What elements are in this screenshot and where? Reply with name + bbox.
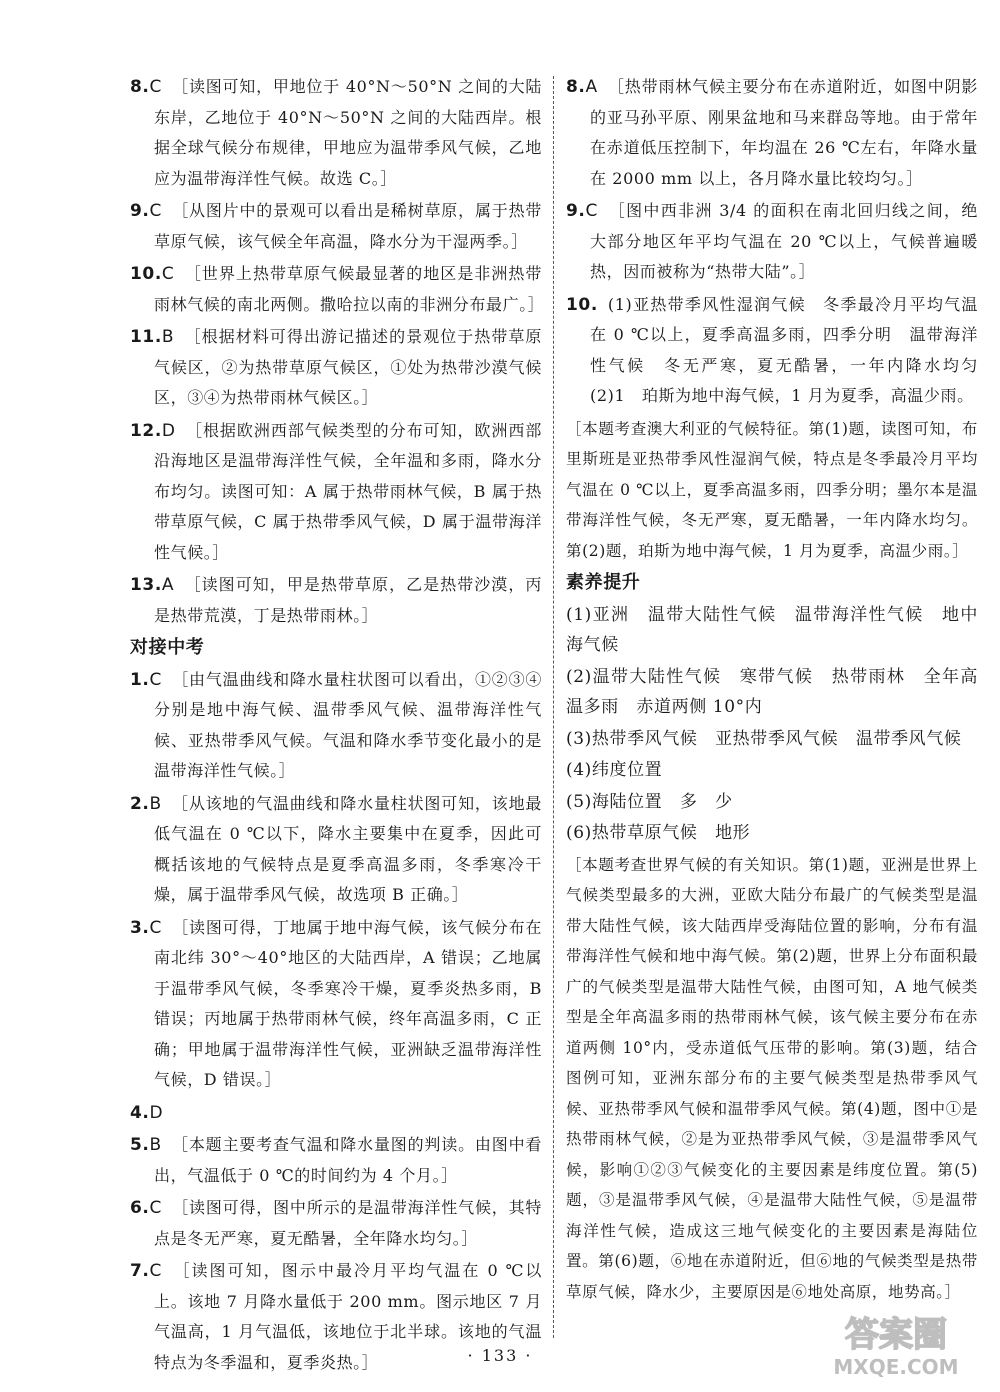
answer-choice: B	[149, 1135, 162, 1155]
question-number: 9.	[566, 201, 586, 221]
answer-choice: B	[149, 793, 162, 814]
answer-choice: A	[585, 77, 598, 97]
answer-explanation: ［热带雨林气候主要分布在赤道附近，如图中阴影的亚马孙平原、刚果盆地和马来群岛等地。由于常年在赤道低压控制下，年均温在 26 ℃左右，年降水量在 2000 mm 以上，各月降水量比较均匀。］	[590, 77, 978, 188]
answer-explanation: ［由气温曲线和降水量柱状图可以看出，①②③④分别是地中海气候、温带季风气候、温带海洋性气候、亚热带季风气候。气温和降水季节变化最小的是温带海洋性气候。］	[154, 669, 542, 780]
answer-explanation: ［读图可知，甲地位于 40°N～50°N 之间的大陆东岸，乙地位于 40°N～50°N 之间的大陆西岸。根据全球气候分布规律，甲地应为温带季风气候，乙地应为温带海洋性气候。故选 C。］	[154, 77, 542, 188]
answer-item	[130, 1130, 542, 1191]
right-column	[566, 72, 995, 1307]
answer-explanation: ［读图可得，丁地属于地中海气候，该气候分布在南北纬 30°～40°地区的大陆西岸，A 错误；乙地属于温带季风气候，冬季寒冷干燥，夏季炎热多雨，B 错误；丙地属于热带雨林气候，终年高温多雨，C 正确；甲地属于温带海洋性气候，亚洲缺乏温带海洋性气候，D 错误。］	[154, 917, 542, 1089]
page-number: · 133 ·	[467, 1346, 533, 1365]
question-number: 7.	[130, 1261, 150, 1281]
question-number: 1.	[130, 669, 150, 690]
suyang-answer-line: (1)亚洲 温带大陆性气候 温带海洋性气候 地中海气候	[566, 604, 978, 655]
section-title-suyang: 素养提升	[566, 572, 641, 593]
answer-item	[130, 322, 542, 414]
question-number: 8.	[566, 77, 586, 97]
watermark-text-en: MXQE.COM	[833, 1355, 959, 1379]
answer-item	[130, 665, 542, 787]
answer-item	[130, 416, 542, 569]
watermark-logo	[806, 1302, 986, 1380]
suyang-answer-line: (3)热带季风气候 亚热带季风气候 温带季风气候	[566, 728, 962, 749]
watermark-text-cn: 答案圈	[845, 1315, 947, 1355]
answer-explanation: ［根据材料可得出游记描述的景观位于热带草原气候区，②为热带草原气候区，①处为热带沙漠气候区，③④为热带雨林气候区。］	[154, 327, 542, 407]
answer-choice: C	[149, 917, 162, 938]
answer-item	[130, 259, 545, 320]
answer-choice: A	[161, 575, 175, 595]
answer-explanation: ［世界上热带草原气候最显著的地区是非洲热带雨林气候的南北两侧。撒哈拉以南的非洲分布最广。］	[154, 264, 545, 314]
question-number: 3.	[130, 917, 150, 938]
answer-item	[130, 196, 542, 257]
answer-item	[130, 1098, 542, 1129]
suyang-answer-line: (5)海陆位置 多 少	[566, 791, 733, 812]
answer-explanation: ［从该地的气温曲线和降水量柱状图可知，该地最低气温在 0 ℃以下，降水主要集中在夏季，因此可概括该地的气候特点是夏季高温多雨，冬季寒冷干燥，属于温带季风气候，故选项 B 正确。］	[154, 793, 542, 904]
suyang-answer-line: (2)温带大陆性气候 寒带气候 热带雨林 全年高温多雨 赤道两侧 10°内	[566, 666, 978, 717]
column-divider	[553, 76, 554, 1338]
suyang-answer-line: (4)纬度位置	[566, 760, 663, 780]
answer-item	[130, 1193, 542, 1254]
question-number: 4.	[130, 1102, 150, 1123]
suyang-answer-line: (6)热带草原气候 地形	[566, 823, 751, 843]
answer-item	[130, 72, 542, 194]
item10-explanation: ［本题考查澳大利亚的气候特征。第(1)题，读图可知，布里斯班是亚热带季风性湿润气候，特点是冬季最冷月平均气温在 0 ℃以上，夏季高温多雨，四季分明；墨尔本是温带海洋性气候，冬无严寒，夏无酷暑，一年内降水均匀。第(2)题，珀斯为地中海气候，1 月为夏季，高温少雨。］	[566, 419, 978, 560]
zhongkao-answer-list	[130, 665, 542, 1379]
question-number: 10.	[566, 294, 598, 315]
answer-item	[130, 913, 542, 1096]
answer-explanation: ［图中西非洲 3/4 的面积在南北回归线之间，绝大部分地区年平均气温在 20 ℃以上，气候普遍暖热，因而被称为“热带大陆”。］	[590, 201, 978, 281]
answer-item	[566, 72, 978, 194]
answer-explanation: ［根据欧洲西部气候类型的分布可知，欧洲西部沿海地区是温带海洋性气候，全年温和多雨，降水分布均匀。读图可知：A 属于热带雨林气候，B 属于热带草原气候，C 属于热带季风气候，D 属于温带海洋性气候。］	[154, 420, 542, 562]
answer-explanation: (1)亚热带季风性湿润气候 冬季最冷月平均气温在 0 ℃以上，夏季高温多雨，四季分明 温带海洋性气候 冬无严寒，夏无酷暑，一年内降水均匀 (2)1 珀斯为地中海气候，1 月为夏季，高温少雨。	[590, 294, 995, 405]
answer-choice: C	[161, 264, 175, 284]
question-number: 5.	[130, 1135, 150, 1155]
question-number: 11.	[130, 327, 162, 347]
right-answer-list	[566, 72, 995, 412]
answer-item	[566, 196, 978, 288]
answer-choice: C	[149, 669, 162, 690]
answer-choice: B	[161, 327, 175, 347]
answer-explanation: ［读图可得，图中所示的是温带海洋性气候，其特点是冬无严寒，夏无酷暑，全年降水均匀。］	[154, 1198, 542, 1248]
answer-explanation: ［本题主要考查气温和降水量图的判读。由图中看出，气温低于 0 ℃的时间约为 4 个月。］	[154, 1135, 542, 1185]
answer-item	[566, 290, 995, 412]
suyang-answer-list	[566, 600, 978, 849]
answer-item	[130, 570, 542, 631]
answer-choice: C	[149, 1198, 162, 1218]
section-title-zhongkao: 对接中考	[130, 637, 205, 658]
question-number: 13.	[130, 575, 162, 595]
answer-choice: C	[149, 201, 162, 221]
question-number: 12.	[130, 420, 162, 441]
answer-explanation: ［读图可知，图示中最冷月平均气温在 0 ℃以上。该地 7 月降水量低于 200 mm。图示地区 7 月气温高，1 月气温低，该地位于北半球。该地的气温特点为冬季温和，夏季炎热。］	[154, 1261, 542, 1372]
answer-item	[130, 789, 542, 911]
question-number: 6.	[130, 1198, 150, 1218]
question-number: 9.	[130, 201, 150, 221]
answer-choice: C	[585, 201, 598, 221]
answer-explanation: ［从图片中的景观可以看出是稀树草原，属于热带草原气候，该气候全年高温，降水分为干湿两季。］	[154, 201, 542, 251]
answer-choice: D	[161, 420, 176, 441]
answer-choice: D	[149, 1102, 164, 1123]
left-column	[130, 72, 545, 1380]
question-number: 8.	[130, 77, 150, 97]
suyang-explanation: ［本题考查世界气候的有关知识。第(1)题，亚洲是世界上气候类型最多的大洲，亚欧大陆分布最广的气候类型是温带大陆性气候，该大陆西岸受海陆位置的影响，分布有温带海洋性气候和地中海气候。第(2)题，世界上分布面积最广的气候类型是温带大陆性气候，由图可知，A 地气候类型是全年高温多雨的热带雨林气候，该气候主要分布在赤道两侧 10°内，受赤道低气压带的影响。第(3)题，结合图例可知，亚洲东部分布的主要气候类型是热带季风气候、亚热带季风气候和温带季风气候。第(4)题，图中①是热带雨林气候，②是为亚热带季风气候，③是温带季风气候，影响①②③气候变化的主要因素是纬度位置。第(5)题，③是温带季风气候，④是温带大陆性气候，⑤是温带海洋性气候，造成这三地气候变化的主要因素是海陆位置。第(6)题，⑥地在赤道附近，但⑥地的气候类型是热带草原气候，降水少，主要原因是⑥地处高原，地势高。］	[566, 855, 978, 1301]
answer-choice: C	[149, 77, 162, 97]
left-answer-list	[130, 72, 545, 631]
answer-explanation: ［读图可知，甲是热带草原，乙是热带沙漠，丙是热带荒漠，丁是热带雨林。］	[154, 575, 542, 625]
question-number: 10.	[130, 264, 162, 284]
question-number: 2.	[130, 793, 150, 814]
answer-choice: C	[149, 1261, 162, 1281]
